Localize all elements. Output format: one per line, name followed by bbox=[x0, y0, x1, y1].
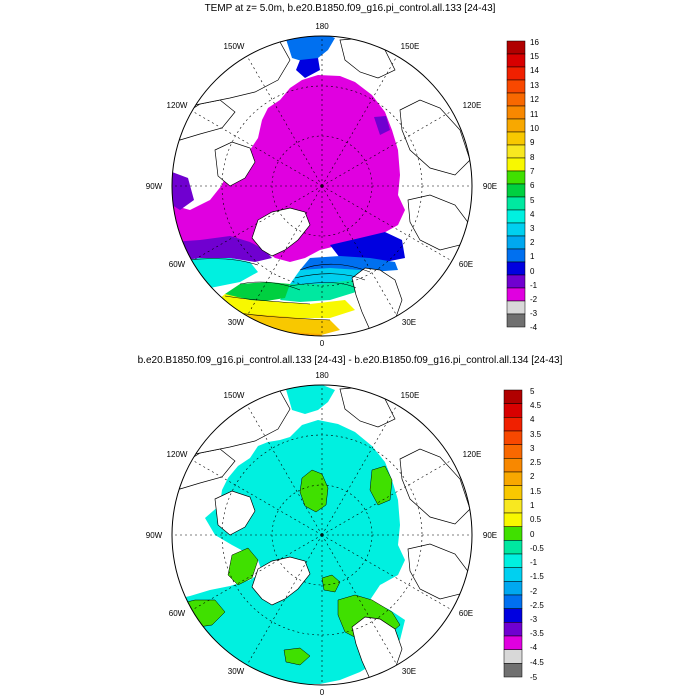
colorbar-label: 13 bbox=[530, 81, 539, 90]
lon-label: 60E bbox=[458, 260, 474, 269]
panel2-colorbar bbox=[504, 387, 544, 682]
colorbar-label: -3.5 bbox=[530, 629, 544, 638]
colorbar-swatch bbox=[504, 390, 522, 404]
lon-label: 90W bbox=[145, 182, 163, 191]
colorbar-label: 4 bbox=[530, 210, 535, 219]
lon-label: 150W bbox=[223, 42, 245, 51]
colorbar-label: 2.5 bbox=[530, 458, 542, 467]
colorbar-label: -4.5 bbox=[530, 658, 544, 667]
colorbar-swatch bbox=[504, 609, 522, 623]
colorbar-swatch bbox=[504, 499, 522, 513]
colorbar-label: 4.5 bbox=[530, 401, 542, 410]
colorbar-swatch bbox=[507, 275, 525, 288]
colorbar-swatch bbox=[504, 486, 522, 500]
colorbar-label: 4 bbox=[530, 415, 535, 424]
colorbar-swatch bbox=[507, 145, 525, 158]
colorbar-label: -0.5 bbox=[530, 544, 544, 553]
colorbar-label: 9 bbox=[530, 138, 535, 147]
colorbar-swatch bbox=[504, 472, 522, 486]
colorbar-label: -4 bbox=[530, 323, 538, 332]
lon-label: 30E bbox=[401, 667, 417, 676]
colorbar-label: 0 bbox=[530, 530, 535, 539]
colorbar-label: -2.5 bbox=[530, 601, 544, 610]
lon-label: 60E bbox=[458, 609, 474, 618]
colorbar-label: 1.5 bbox=[530, 487, 542, 496]
lon-label: 30W bbox=[227, 667, 245, 676]
lon-label: 120E bbox=[462, 450, 482, 459]
lon-label: 60W bbox=[168, 260, 186, 269]
colorbar-label: 8 bbox=[530, 153, 535, 162]
colorbar-label: -1 bbox=[530, 558, 538, 567]
colorbar-label: 11 bbox=[530, 110, 539, 119]
colorbar-label: 3 bbox=[530, 444, 535, 453]
colorbar-label: 15 bbox=[530, 52, 539, 61]
colorbar-swatch bbox=[504, 581, 522, 595]
colorbar-label: -5 bbox=[530, 673, 538, 682]
colorbar-swatch bbox=[507, 301, 525, 314]
colorbar-swatch bbox=[504, 458, 522, 472]
colorbar-swatch bbox=[504, 404, 522, 418]
colorbar-swatch bbox=[507, 288, 525, 301]
colorbar-swatch bbox=[507, 80, 525, 93]
colorbar-label: -1 bbox=[530, 281, 538, 290]
lon-label: 60W bbox=[168, 609, 186, 618]
colorbar-label: 0.5 bbox=[530, 515, 542, 524]
colorbar-label: -2 bbox=[530, 587, 538, 596]
colorbar-swatch bbox=[504, 663, 522, 677]
colorbar-label: -2 bbox=[530, 295, 538, 304]
lon-label: 150W bbox=[223, 391, 245, 400]
colorbar-label: 2 bbox=[530, 238, 535, 247]
lon-label: 180 bbox=[315, 22, 329, 31]
colorbar-swatch bbox=[504, 636, 522, 650]
colorbar-swatch bbox=[507, 184, 525, 197]
colorbar-swatch bbox=[504, 650, 522, 664]
panel2-title: b.e20.B1850.f09_g16.pi_control.all.133 [24-43] - b.e20.B1850.f09_g16.pi_control.all.134 [24-43] bbox=[137, 355, 563, 366]
lon-label: 90E bbox=[482, 531, 498, 540]
lon-label: 120W bbox=[166, 450, 188, 459]
lon-label: 150E bbox=[400, 391, 420, 400]
colorbar-swatch bbox=[507, 158, 525, 171]
lon-label: 30W bbox=[227, 318, 245, 327]
colorbar-label: 0 bbox=[530, 267, 535, 276]
lon-label: 0 bbox=[319, 688, 325, 697]
colorbar-swatches bbox=[507, 41, 525, 327]
colorbar-label: 10 bbox=[530, 124, 539, 133]
colorbar-swatch bbox=[504, 445, 522, 459]
panel1-title: TEMP at z= 5.0m, b.e20.B1850.f09_g16.pi_control.all.133 [24-43] bbox=[204, 3, 496, 14]
colorbar-label: 6 bbox=[530, 181, 535, 190]
colorbar-swatch bbox=[504, 540, 522, 554]
lon-label: 180 bbox=[315, 371, 329, 380]
colorbar-swatch bbox=[507, 93, 525, 106]
colorbar-label: 3 bbox=[530, 224, 535, 233]
colorbar-label: 5 bbox=[530, 196, 535, 205]
colorbar-swatches bbox=[504, 390, 522, 677]
lon-label: 90E bbox=[482, 182, 498, 191]
colorbar-label: 12 bbox=[530, 95, 539, 104]
colorbar-label: -3 bbox=[530, 615, 538, 624]
colorbar-swatch bbox=[507, 106, 525, 119]
colorbar-label: 3.5 bbox=[530, 430, 542, 439]
colorbar-label: 5 bbox=[530, 387, 535, 396]
colorbar-swatch bbox=[507, 171, 525, 184]
colorbar-swatch bbox=[507, 197, 525, 210]
colorbar-swatch bbox=[507, 314, 525, 327]
colorbar-label: -3 bbox=[530, 309, 538, 318]
colorbar-swatch bbox=[507, 119, 525, 132]
colorbar-swatch bbox=[507, 249, 525, 262]
lon-label: 90W bbox=[145, 531, 163, 540]
lon-label: 30E bbox=[401, 318, 417, 327]
panel2-map bbox=[170, 382, 475, 688]
colorbar-swatch bbox=[507, 236, 525, 249]
colorbar-label: -1.5 bbox=[530, 572, 544, 581]
colorbar-label: -4 bbox=[530, 643, 538, 652]
colorbar-swatch bbox=[504, 431, 522, 445]
colorbar-swatch bbox=[504, 513, 522, 527]
colorbar-swatch bbox=[507, 223, 525, 236]
colorbar-swatch bbox=[507, 67, 525, 80]
colorbar-label: 14 bbox=[530, 66, 539, 75]
colorbar-label: 1 bbox=[530, 501, 535, 510]
colorbar-swatch bbox=[507, 54, 525, 67]
colorbar-label: 2 bbox=[530, 472, 535, 481]
colorbar-swatch bbox=[504, 622, 522, 636]
colorbar-swatch bbox=[507, 262, 525, 275]
lon-label: 150E bbox=[400, 42, 420, 51]
colorbar-label: 1 bbox=[530, 252, 535, 261]
panel1-colorbar bbox=[507, 38, 539, 332]
colorbar-swatch bbox=[507, 210, 525, 223]
panel1-map bbox=[170, 30, 475, 340]
lon-label: 0 bbox=[319, 339, 325, 348]
colorbar-swatch bbox=[504, 554, 522, 568]
colorbar-swatch bbox=[504, 527, 522, 541]
lon-label: 120E bbox=[462, 101, 482, 110]
colorbar-label: 7 bbox=[530, 167, 535, 176]
colorbar-swatch bbox=[504, 568, 522, 582]
colorbar-swatch bbox=[507, 132, 525, 145]
colorbar-swatch bbox=[504, 417, 522, 431]
lon-label: 120W bbox=[166, 101, 188, 110]
colorbar-swatch bbox=[504, 595, 522, 609]
colorbar-label: 16 bbox=[530, 38, 539, 47]
colorbar-swatch bbox=[507, 41, 525, 54]
